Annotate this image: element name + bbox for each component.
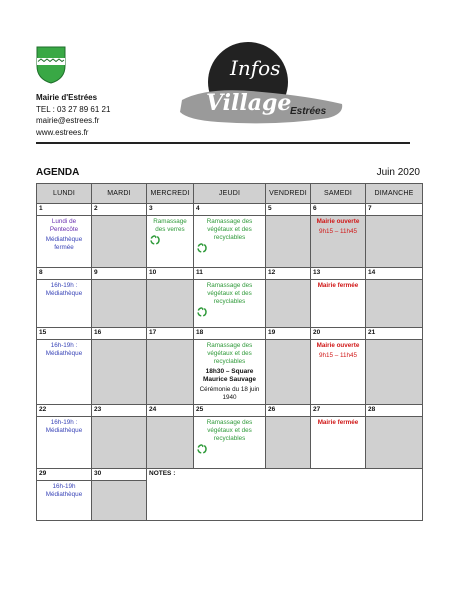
- day-cell: [92, 280, 147, 328]
- day-cell: [37, 216, 92, 268]
- day-cell: [311, 216, 366, 268]
- day-number: 12: [266, 268, 311, 280]
- recycle-icon: [150, 235, 160, 245]
- day-number: 6: [311, 204, 366, 216]
- day-cell: [266, 340, 311, 405]
- recycle-icon: [197, 444, 207, 454]
- day-cell: [92, 481, 147, 521]
- website-link[interactable]: www.estrees.fr: [36, 127, 89, 137]
- agenda-title: AGENDA: [36, 167, 80, 178]
- week-events-row: [37, 417, 423, 469]
- day-number: 24: [147, 405, 194, 417]
- week-number-row: [37, 204, 423, 216]
- day-cell: [147, 216, 194, 268]
- day-cell: [92, 216, 147, 268]
- day-number: 30: [92, 469, 147, 481]
- day-cell: [37, 481, 92, 521]
- event-text: 9h15 – 11h45: [318, 352, 358, 359]
- week-events-row: [37, 280, 423, 328]
- infos-village-logo: [178, 42, 346, 128]
- email-link[interactable]: mairie@estrees.fr: [36, 116, 100, 125]
- day-cell: [37, 280, 92, 328]
- day-cell: [147, 340, 194, 405]
- event-text: 16h-19h : Médiathèque: [45, 342, 83, 357]
- day-cell: [37, 340, 92, 405]
- weekday-header: MARDI: [92, 184, 147, 204]
- weekday-header: MERCREDI: [147, 184, 194, 204]
- day-number: 27: [311, 405, 366, 417]
- day-number: 7: [366, 204, 423, 216]
- day-number: 15: [37, 328, 92, 340]
- day-cell: [366, 280, 423, 328]
- day-number: 13: [311, 268, 366, 280]
- day-cell: [266, 216, 311, 268]
- day-number: 23: [92, 405, 147, 417]
- phone: TEL : 03 27 89 61 21: [36, 104, 111, 114]
- day-cell: [266, 280, 311, 328]
- day-cell: [366, 417, 423, 469]
- weekday-header: DIMANCHE: [366, 184, 423, 204]
- notes-area: [147, 469, 423, 521]
- logo-village-text: Village: [206, 90, 292, 116]
- day-cell: [194, 417, 266, 469]
- day-cell: [37, 417, 92, 469]
- day-cell: [194, 340, 266, 405]
- day-number: 29: [37, 469, 92, 481]
- day-number: 1: [37, 204, 92, 216]
- week-number-row: [37, 469, 423, 481]
- weekday-header: JEUDI: [194, 184, 266, 204]
- event-text: Mairie ouverte: [316, 342, 360, 349]
- weekday-header: VENDREDI: [266, 184, 311, 204]
- event-text: 16h-19h Médiathèque: [45, 483, 83, 498]
- day-number: 9: [92, 268, 147, 280]
- event-text: 9h15 – 11h45: [318, 228, 358, 235]
- event-text: 16h-19h : Médiathèque: [45, 419, 83, 434]
- day-cell: [92, 417, 147, 469]
- day-number: 10: [147, 268, 194, 280]
- day-number: 3: [147, 204, 194, 216]
- recycle-icon: [197, 243, 207, 253]
- header-divider: [36, 142, 410, 144]
- event-text: 16h-19h : Médiathèque: [45, 282, 83, 297]
- event-text: Mairie fermée: [317, 282, 359, 289]
- day-cell: [311, 417, 366, 469]
- org-name: Mairie d'Estrées: [36, 93, 98, 102]
- day-number: 19: [266, 328, 311, 340]
- day-cell: [194, 216, 266, 268]
- day-cell: [92, 340, 147, 405]
- coat-of-arms-icon: [36, 46, 66, 84]
- notes-label: NOTES :: [149, 470, 176, 477]
- event-text: Mairie ouverte: [316, 218, 360, 225]
- week-number-row: [37, 268, 423, 280]
- event-text: Lundi de Pentecôte: [49, 218, 79, 233]
- weekday-header: SAMEDI: [311, 184, 366, 204]
- day-cell: [194, 280, 266, 328]
- day-number: 28: [366, 405, 423, 417]
- event-text: Cérémonie du 18 juin 1940: [199, 386, 260, 401]
- logo-infos-text: Infos: [230, 56, 281, 80]
- day-cell: [266, 417, 311, 469]
- day-cell: [147, 280, 194, 328]
- day-number: 25: [194, 405, 266, 417]
- day-number: 17: [147, 328, 194, 340]
- event-text: Mairie fermée: [317, 419, 359, 426]
- agenda-month: Juin 2020: [376, 167, 420, 178]
- week-number-row: [37, 405, 423, 417]
- weekday-header-row: [37, 184, 423, 204]
- day-number: 11: [194, 268, 266, 280]
- event-text: Ramassage des végétaux et des recyclables: [206, 342, 253, 365]
- day-number: 16: [92, 328, 147, 340]
- event-text: 18h30 – Square Maurice Sauvage: [202, 368, 257, 383]
- day-cell: [366, 340, 423, 405]
- week-events-row: [37, 340, 423, 405]
- event-text: Médiathèque fermée: [45, 236, 83, 251]
- day-number: 22: [37, 405, 92, 417]
- day-number: 26: [266, 405, 311, 417]
- day-cell: [311, 340, 366, 405]
- day-cell: [311, 280, 366, 328]
- event-text: Ramassage des verres: [153, 218, 187, 233]
- day-number: 2: [92, 204, 147, 216]
- day-number: 4: [194, 204, 266, 216]
- recycle-icon: [197, 307, 207, 317]
- week-number-row: [37, 328, 423, 340]
- logo-estrees-text: Estrées: [290, 106, 327, 117]
- day-number: 14: [366, 268, 423, 280]
- event-text: Ramassage des végétaux et des recyclables: [206, 282, 253, 305]
- day-cell: [366, 216, 423, 268]
- contact-block: [36, 92, 110, 138]
- day-number: 8: [37, 268, 92, 280]
- event-text: Ramassage des végétaux et des recyclables: [206, 218, 253, 241]
- week-events-row: [37, 216, 423, 268]
- day-cell: [147, 417, 194, 469]
- day-number: 21: [366, 328, 423, 340]
- calendar-table: [36, 183, 423, 521]
- weekday-header: LUNDI: [37, 184, 92, 204]
- day-number: 18: [194, 328, 266, 340]
- event-text: Ramassage des végétaux et des recyclables: [206, 419, 253, 442]
- day-number: 5: [266, 204, 311, 216]
- day-number: 20: [311, 328, 366, 340]
